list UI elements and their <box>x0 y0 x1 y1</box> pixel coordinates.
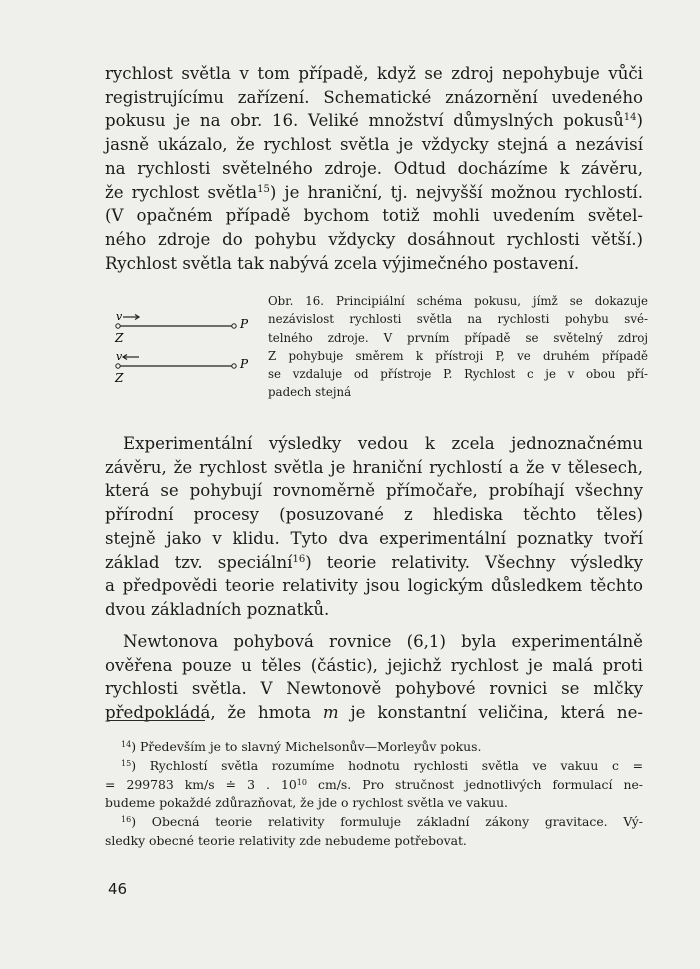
text-line <box>105 109 643 133</box>
footnote-number: 14 <box>121 740 132 749</box>
footnote-ref-14[interactable]: 14 <box>623 112 637 124</box>
text-line <box>105 181 643 205</box>
text-fragment: je konstantní veličina, která ne- <box>338 703 643 723</box>
text-line: Rychlost světla tak nabývá zcela výjimečného postavení. <box>105 253 580 273</box>
text-line: stejně jako v klidu. Tyto dva experimentální poznatky tvoří <box>105 528 643 548</box>
detector-label: P <box>240 357 249 371</box>
detector-point <box>232 324 236 328</box>
text-line: Newtonova pohybová rovnice (6,1) byla experimentálně <box>123 632 643 651</box>
footnote-text: cm/s. Pro stručnost jednotlivých formulací ne- <box>306 776 643 792</box>
velocity-label: v <box>116 350 123 363</box>
text-line: která se pohybují rovnoměrně přímočaře, probíhají všechny <box>105 481 643 501</box>
source-label: Z <box>115 371 124 385</box>
footnote-16 <box>105 813 643 851</box>
source-point <box>116 364 120 368</box>
text-line: na rychlosti světelného zdroje. Odtud docházíme k závěru, <box>105 158 643 178</box>
text-fragment: pokusu je na obr. 16. Veliké množství důmyslných pokusů <box>105 111 624 131</box>
exponent: 10 <box>296 777 307 787</box>
footnote-14 <box>105 738 643 757</box>
text-line: jasně ukázalo, že rychlost světla je vždycky stejná a nezávisí <box>105 135 643 155</box>
caption-line: nezávislost rychlosti světla na rychlosti pohybu své- <box>268 312 648 327</box>
case-1-diagram <box>114 310 249 345</box>
caption-line: se vzdaluje od přístroje P. Rychlost c je v obou pří- <box>268 367 648 382</box>
footnote-divider <box>107 720 205 721</box>
text-line: rychlost světla v tom případě, když se zdroj nepohybuje vůči <box>105 64 643 83</box>
text-line: rychlosti světla. V Newtonově pohybové rovnici se mlčky <box>105 679 643 699</box>
caption-line: telného zdroje. V prvním případě se světelný zdroj <box>268 330 648 345</box>
text-line: Experimentální výsledky vedou k zcela jednoznačnému <box>123 434 643 453</box>
detector-label: P <box>240 317 249 331</box>
text-line <box>105 701 643 725</box>
text-fragment: ) <box>636 111 643 131</box>
footnote-line: sledky obecné teorie relativity zde nebudeme potřebovat. <box>105 832 467 848</box>
footnote-text: Obecná teorie relativity formuluje základní zákony gravitace. Vý- <box>151 814 643 830</box>
footnote-15 <box>105 757 643 813</box>
text-line: ného zdroje do pohybu vždycky dosáhnout rychlosti větší.) <box>105 229 643 249</box>
source-point <box>116 324 120 328</box>
footnote-text: Rychlostí světla rozumíme hodnotu rychlosti světla ve vakuu c = <box>149 757 643 773</box>
footnote-line: budeme pokaždé zdůrazňovat, že jde o rychlost světla ve vakuu. <box>105 795 508 811</box>
text-line: závěru, že rychlost světla je hraniční rychlostí a že v tělesech, <box>105 457 643 477</box>
text-fragment: ) je hraniční, tj. nejvyšší možnou rychlostí. <box>269 182 643 202</box>
experiment-diagram <box>105 308 265 398</box>
text-line: registrujícímu zařízení. Schematické znázornění uvedeného <box>105 87 643 107</box>
source-label: Z <box>115 331 124 345</box>
math-symbol-m: m <box>322 703 339 723</box>
velocity-label: v <box>116 310 123 323</box>
text-fragment: že rychlost světla <box>105 182 258 202</box>
footnote-ref-16[interactable]: 16 <box>292 553 306 565</box>
footnote-line <box>105 813 643 832</box>
footnote-line <box>105 776 643 795</box>
footnote-text: Především je to slavný Michelsonův—Morleyův pokus. <box>139 739 482 754</box>
footnote-paren: ) <box>131 757 150 773</box>
footnote-text: = 299783 km/s ≐ 3 . 10 <box>105 776 297 792</box>
detector-point <box>232 364 236 368</box>
text-fragment: základ tzv. speciální <box>105 552 293 572</box>
figure-16 <box>105 292 648 407</box>
text-line: ověřena pouze u těles (částic), jejichž rychlost je malá proti <box>105 655 643 675</box>
footnote-paren: ) <box>131 814 152 830</box>
text-fragment: předpokládá, že hmota <box>105 703 311 723</box>
footnote-number: 15 <box>121 758 132 768</box>
footnote-ref-15[interactable]: 15 <box>257 183 270 195</box>
case-2-diagram <box>114 350 249 385</box>
caption-line: padech stejná <box>268 385 352 400</box>
text-line: (V opačném případě bychom totiž mohli uvedením světel- <box>105 206 643 226</box>
page-number: 46 <box>108 880 128 898</box>
footnote-number: 16 <box>121 815 132 825</box>
caption-line: Obr. 16. Principiální schéma pokusu, jímž se dokazuje <box>268 294 648 308</box>
footnote-line <box>105 738 643 757</box>
text-line: dvou základních poznatků. <box>105 599 330 619</box>
text-fragment: ) teorie relativity. Všechny výsledky <box>305 552 644 572</box>
footnote-paren: ) <box>131 739 140 754</box>
paragraph-1 <box>105 62 643 275</box>
paragraph-3 <box>105 630 643 725</box>
text-line <box>105 551 643 575</box>
text-line: a předpovědi teorie relativity jsou logickým důsledkem těchto <box>105 576 643 596</box>
footnote-line <box>105 757 643 776</box>
text-line: přírodní procesy (posuzované z hlediska těchto těles) <box>105 505 643 525</box>
footnotes <box>105 738 643 851</box>
caption-line: Z pohybuje směrem k přístroji P, ve druhém případě <box>268 348 648 363</box>
paragraph-2 <box>105 432 643 622</box>
figure-caption <box>268 292 648 402</box>
